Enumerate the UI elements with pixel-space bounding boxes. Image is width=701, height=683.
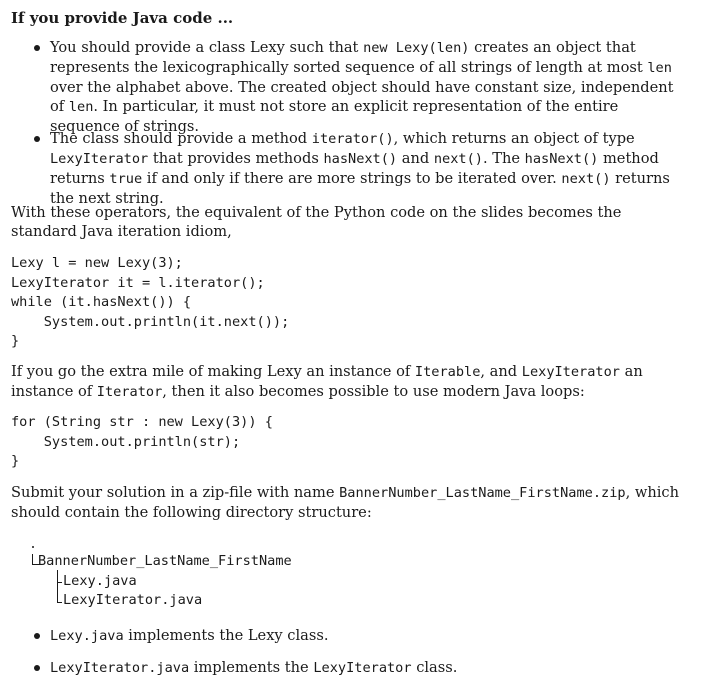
- code-inline: LexyIterator: [521, 364, 620, 380]
- list-item: [0, 38, 701, 136]
- code-inline: BannerNumber_LastName_FirstName.zip: [339, 485, 626, 501]
- text-run: an instance of: [11, 363, 643, 400]
- text-run: You should provide a class Lexy such that: [50, 39, 364, 56]
- code-inline: next(): [433, 151, 483, 167]
- list-item: [0, 626, 701, 646]
- code-inline: true: [109, 171, 143, 187]
- code-inline: len: [68, 99, 94, 115]
- text-run: if and only if there are more strings to be iterated over.: [142, 170, 562, 187]
- code-inline: Lexy.java: [50, 628, 124, 644]
- text-run: Submit your solution in a zip-file with name: [11, 484, 340, 501]
- text-run: class.: [411, 659, 458, 676]
- text-run: . In particular, it must not store an explicit representation of the entire sequence of strings.: [50, 98, 619, 135]
- code-inline: hasNext(): [323, 151, 398, 167]
- text-run: implements the: [189, 659, 314, 676]
- text-run: , which should contain the following directory structure:: [11, 484, 679, 521]
- code-block-for-loop: for (String str : new Lexy(3)) { System.out.println(str); }: [11, 414, 273, 469]
- paragraph-iterable: [11, 362, 687, 402]
- tree-root-folder: BannerNumber_LastName_FirstName: [38, 553, 292, 569]
- text-run: , which returns an object of type: [393, 130, 635, 147]
- code-inline: Iterator: [96, 384, 163, 400]
- code-inline: next(): [561, 171, 611, 187]
- text-run: over the alphabet above. The created object should have constant size, independent of: [50, 79, 674, 115]
- requirements-list: [0, 129, 701, 208]
- code-inline: len: [647, 60, 672, 76]
- paragraph-submission: [11, 483, 687, 522]
- text-run: , and: [480, 363, 522, 380]
- tree-connector: [57, 570, 58, 603]
- code-inline: new Lexy(len): [363, 40, 470, 56]
- text-run: The class should provide a method: [50, 130, 312, 147]
- text-run: implements the Lexy class.: [123, 627, 329, 644]
- code-inline: LexyIterator.java: [50, 660, 190, 676]
- text-run: If you go the extra mile of making Lexy an instance of: [11, 363, 415, 380]
- text-run: . The: [482, 150, 525, 167]
- text-run: returns the next string.: [50, 170, 670, 207]
- tree-file: LexyIterator.java: [63, 592, 203, 608]
- code-inline: hasNext(): [524, 151, 599, 167]
- files-list: [0, 658, 701, 678]
- text-run: and: [397, 150, 434, 167]
- code-inline: LexyIterator: [313, 660, 412, 676]
- tree-root-dot: [32, 546, 34, 548]
- files-list: [0, 626, 701, 646]
- code-inline: Iterable: [414, 364, 481, 380]
- text-run: creates an object that represents the lexicographically sorted sequence of all strings of length at most: [50, 39, 648, 76]
- text-run: that provides methods: [148, 150, 324, 167]
- code-block-iterator: Lexy l = new Lexy(3); LexyIterator it = l.iterator(); while (it.hasNext()) { System.out.println(it.next()); }: [11, 255, 290, 349]
- list-item: [0, 129, 701, 208]
- tree-connector: [57, 602, 62, 603]
- text-run: method returns: [50, 150, 659, 187]
- list-item: [0, 658, 701, 678]
- paragraph-iteration-idiom: With these operators, the equivalent of the Python code on the slides becomes the standard Java iteration idiom,: [11, 204, 622, 240]
- requirements-list: [0, 38, 701, 136]
- tree-file: Lexy.java: [63, 573, 137, 589]
- section-heading: If you provide Java code ...: [11, 9, 234, 27]
- text-run: , then it also becomes possible to use modern Java loops:: [162, 383, 585, 400]
- code-inline: LexyIterator: [50, 151, 149, 167]
- code-inline: iterator(): [311, 131, 394, 147]
- tree-connector: [57, 582, 62, 583]
